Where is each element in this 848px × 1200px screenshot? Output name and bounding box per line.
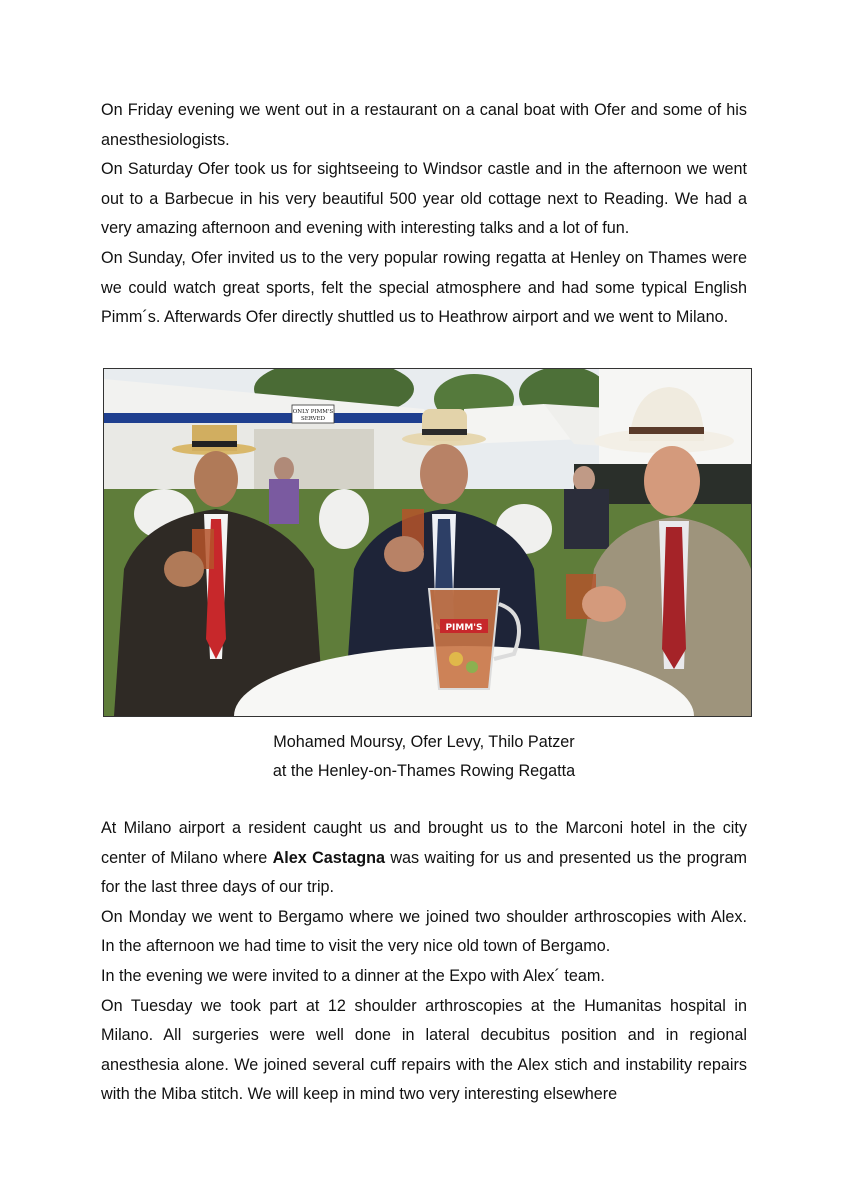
text-segment: At Milano airport a resident caught us and brought us to the Marconi hotel in the city center of Milano where bbox=[101, 819, 747, 867]
paragraph-tuesday: On Tuesday we took part at 12 shoulder arthroscopies at the Humanitas hospital in Milano. All surgeries were well done in lateral decubitus position and in regional anesthesia alone. We joined several cuff repairs with the Alex stich and instability repairs with the Miba stitch. We will keep in mind two very interesting elsewhere bbox=[101, 996, 747, 1104]
bold-name-alex-castagna: Alex Castagna bbox=[272, 848, 385, 867]
paragraph-milano-airport bbox=[101, 814, 747, 903]
caption-line-2: at the Henley-on-Thames Rowing Regatta bbox=[272, 762, 576, 780]
jug-label: PIMM'S bbox=[445, 623, 483, 633]
intro-text-block bbox=[101, 96, 747, 333]
paragraph-sunday: On Sunday, Ofer invited us to the very popular rowing regatta at Henley on Thames were we could watch great sports, felt the special atmosphere and had some typical English Pimm´s. Afterwards Ofer directly shuttled us to Heathrow airport and we went to Milano. bbox=[101, 248, 747, 327]
paragraph-saturday: On Saturday Ofer took us for sightseeing to Windsor castle and in the afternoon we went out to a Barbecue in his very beautiful 500 year old cottage next to Reading. We had a very amazing afternoon and evening with interesting talks and a lot of fun. bbox=[101, 160, 747, 238]
sign-text-2: SERVED bbox=[300, 416, 326, 422]
photo-caption bbox=[101, 728, 747, 786]
caption-line-1: Mohamed Moursy, Ofer Levy, Thilo Patzer bbox=[273, 733, 575, 751]
text-segment: was waiting for us and presented us the program for the last three days of our trip. bbox=[101, 848, 747, 897]
paragraph-evening: In the evening we were invited to a dinner at the Expo with Alex´ team. bbox=[101, 966, 605, 985]
milano-text-block bbox=[101, 814, 747, 1110]
paragraph-monday: On Monday we went to Bergamo where we joined two shoulder arthroscopies with Alex. In the afternoon we had time to visit the very nice old town of Bergamo. bbox=[101, 907, 747, 956]
sign-text-1: ONLY PIMM'S bbox=[292, 409, 334, 415]
regatta-photo bbox=[103, 368, 752, 717]
paragraph-friday: On Friday evening we went out in a restaurant on a canal boat with Ofer and some of his anesthesiologists. bbox=[101, 101, 747, 149]
